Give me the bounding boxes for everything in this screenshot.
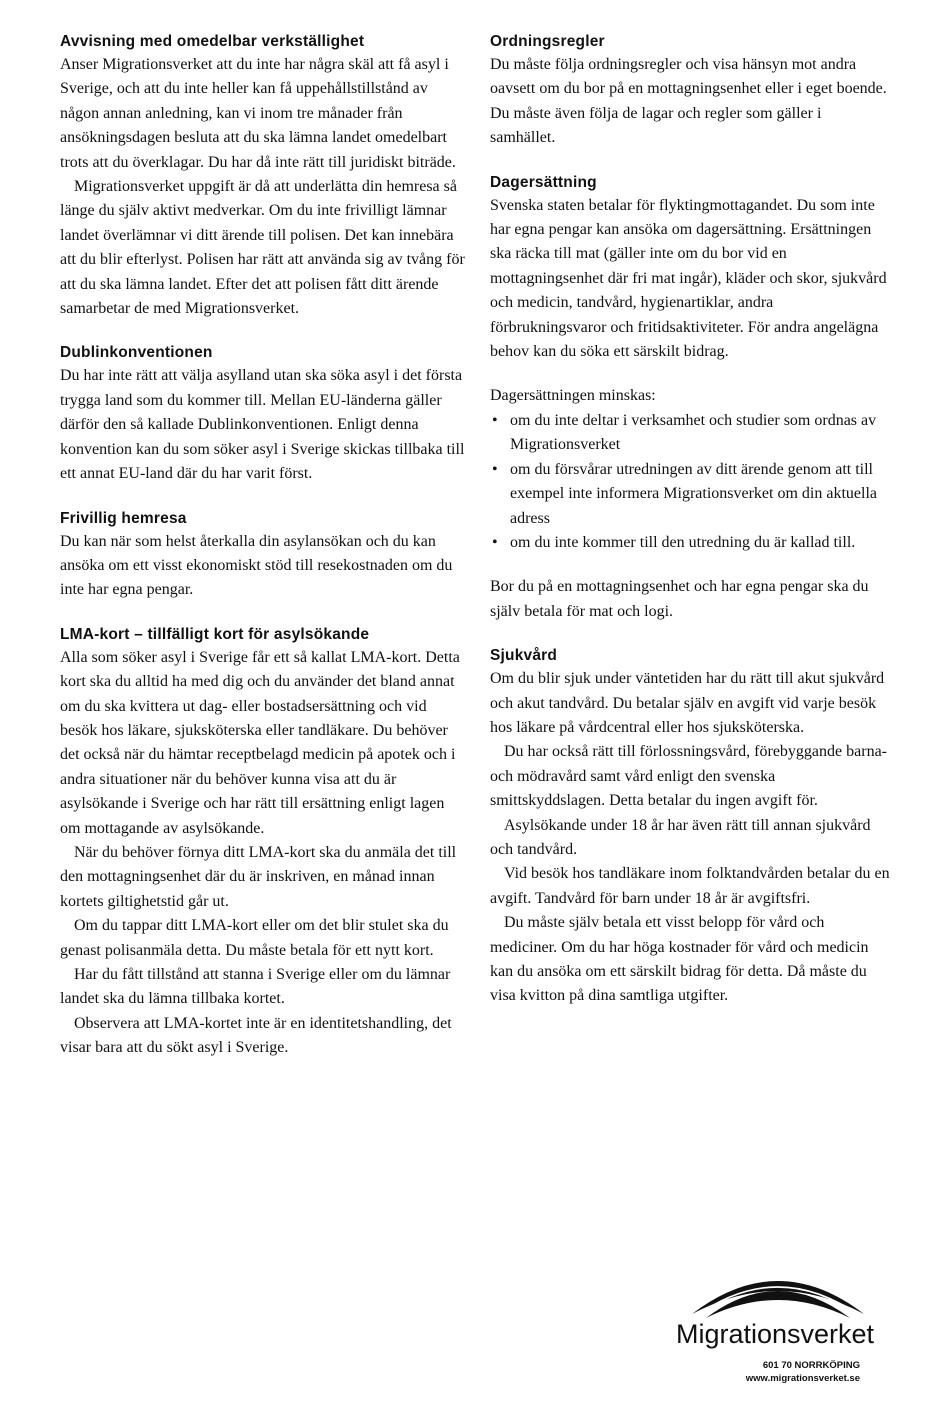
paragraph: Observera att LMA-kortet inte är en identitetshandling, det visar bara att du sökt asyl i Sverige. xyxy=(60,1014,452,1057)
paragraph: Asylsökande under 18 år har även rätt till annan sjukvård och tandvård. xyxy=(490,816,871,858)
list-item-text: om du inte deltar i verksamhet och studier som ordnas av Migrationsverket xyxy=(510,411,877,454)
list-item xyxy=(490,531,890,555)
paragraph: Du har också rätt till förlossningsvård, förebyggande barna- och mödravård samt vård enligt den svenska smittskyddslagen. Detta betalar du ingen avgift för. xyxy=(490,743,887,810)
migrationsverket-logo xyxy=(650,1262,900,1392)
paragraph: Bor du på en mottagningsenhet och har egna pengar ska du själv betala för mat och logi. xyxy=(490,578,869,620)
section-avvisning xyxy=(60,32,466,321)
section-dublinkonventionen xyxy=(60,343,466,486)
section-heading: Avvisning med omedelbar verkställighet xyxy=(60,33,365,50)
list-item-text: om du inte kommer till den utredning du är kallad till. xyxy=(510,533,856,551)
paragraph: När du behöver förnya ditt LMA-kort ska du anmäla det till den mottagningsenhet där du är inskriven, en månad innan kortets giltighetstid går ut. xyxy=(60,843,457,910)
paragraph: Om du tappar ditt LMA-kort eller om det blir stulet ska du genast polisanmäla detta. Du måste betala för ett nytt kort. xyxy=(60,917,449,959)
bullet-icon: • xyxy=(492,460,498,478)
paragraph: Om du blir sjuk under väntetiden har du rätt till akut sjukvård och akut tandvård. Du betalar själv en avgift vid varje besök hos läkare på vårdcentral eller hos sjuksköterska. xyxy=(490,670,885,736)
paragraph: Du måste själv betala ett visst belopp för vård och mediciner. Om du har höga kostnader för vård och medicin kan du ansöka om ett särskilt bidrag för detta. Då måste du visa kvitton på dina samtliga utgifter. xyxy=(490,914,869,1005)
paragraph: Vid besök hos tandläkare inom folktandvården betalar du en avgift. Tandvård för barn under 18 år är avgiftsfri. xyxy=(490,865,890,907)
section-heading: Dagersättning xyxy=(490,173,597,191)
paragraph: Du kan när som helst återkalla din asylansökan och du kan ansöka om ett visst ekonomiskt stöd till resekostnaden om du inte har egna pengar. xyxy=(60,532,453,599)
section-heading: Frivillig hemresa xyxy=(60,509,187,527)
paragraph: Har du fått tillstånd att stanna i Sverige eller om du lämnar landet ska du lämna tillbaka kortet. xyxy=(60,966,451,1008)
list-item xyxy=(490,409,890,458)
section-heading: Ordningsregler xyxy=(490,33,605,50)
website-url: www.migrationsverket.se xyxy=(745,1373,860,1384)
spacer xyxy=(490,555,890,575)
paragraph: Du har inte rätt att välja asylland utan ska söka asyl i det första trygga land som du kommer till. Mellan EU-länderna gäller därför den så kallade Dublinkonventionen. Enligt denna konvention kan du som söker asyl i Sverige skickas tillbaka till ett annat EU-land där du har varit först. xyxy=(60,367,465,483)
reduction-intro: Dagersättningen minskas: xyxy=(490,387,656,405)
section-heading: Dublinkonventionen xyxy=(60,344,213,362)
paragraph: Alla som söker asyl i Sverige får ett så kallat LMA-kort. Detta kort ska du alltid ha med dig och du använder det bland annat om du ska kvittera ut dag- eller bostadsersättning och vid besök hos läkare, sjuksköterska eller tandläkare. Du behöver det också när du hämtar receptbelagd medicin på apotek och i andra situationer när du behöver kunna visa att du är asylsökande i Sverige och har rätt till ersättning enligt lagen om mottagande av asylsökande. xyxy=(60,648,460,837)
section-heading: Sjukvård xyxy=(490,647,558,665)
postal-address: 601 70 NORRKÖPING xyxy=(762,1360,860,1371)
left-column xyxy=(60,32,466,1083)
arc-logo-icon xyxy=(688,1262,868,1320)
paragraph: Migrationsverket uppgift är då att underlätta din hemresa så länge du själv aktivt medverkar. Om du inte frivilligt lämnar landet överlämnar vi ditt ärende till polisen. Det kan innebära att du blir efterlyst. Polisen har rätt att använda sig av tvång för att du ska lämna landet. Efter det att polisen fått ditt ärende samarbetar de med Migrationsverket. xyxy=(60,178,465,318)
bullet-list xyxy=(490,409,890,555)
bullet-icon: • xyxy=(492,411,498,429)
paragraph: Anser Migrationsverket att du inte har några skäl att få asyl i Sverige, och att du inte heller kan få uppehållstillstånd av någon annan anledning, kan vi inom tre månader från ansökningsdagen besluta att du ska lämna landet omedelbart trots att du överklagar. Du har då inte rätt till juridiskt biträde. xyxy=(60,56,456,171)
spacer xyxy=(490,364,890,384)
section-lma-kort xyxy=(60,625,466,1061)
section-sjukvard xyxy=(490,646,890,1009)
list-item xyxy=(490,458,890,531)
section-ordningsregler xyxy=(490,32,890,151)
right-column xyxy=(490,32,890,1031)
section-frivillig-hemresa xyxy=(60,509,466,603)
paragraph: Du måste följa ordningsregler och visa hänsyn mot andra oavsett om du bor på en mottagningsenhet eller i eget boende. Du måste även följa de lagar och regler som gäller i samhället. xyxy=(490,56,887,147)
section-heading: LMA-kort – tillfälligt kort för asylsökande xyxy=(60,625,370,643)
paragraph: Svenska staten betalar för flyktingmottagandet. Du som inte har egna pengar kan ansöka om dagersättning. Ersättningen ska räcka till mat (gäller inte om du bor vid en mottagningsenhet där fri mat ingår), kläder och skor, sjukvård och medicin, tandvård, hygienartiklar, andra förbrukningsvaror och fritidsaktiviteter. För andra angelägna behov kan du söka ett särskilt bidrag. xyxy=(490,196,887,361)
section-dagersattning xyxy=(490,173,890,625)
list-item-text: om du försvårar utredningen av ditt ärende genom att till exempel inte informera Migrationsverket om din aktuella adress xyxy=(510,460,877,527)
logo-wordmark: Migrationsverket xyxy=(675,1319,875,1349)
bullet-icon: • xyxy=(492,533,498,551)
